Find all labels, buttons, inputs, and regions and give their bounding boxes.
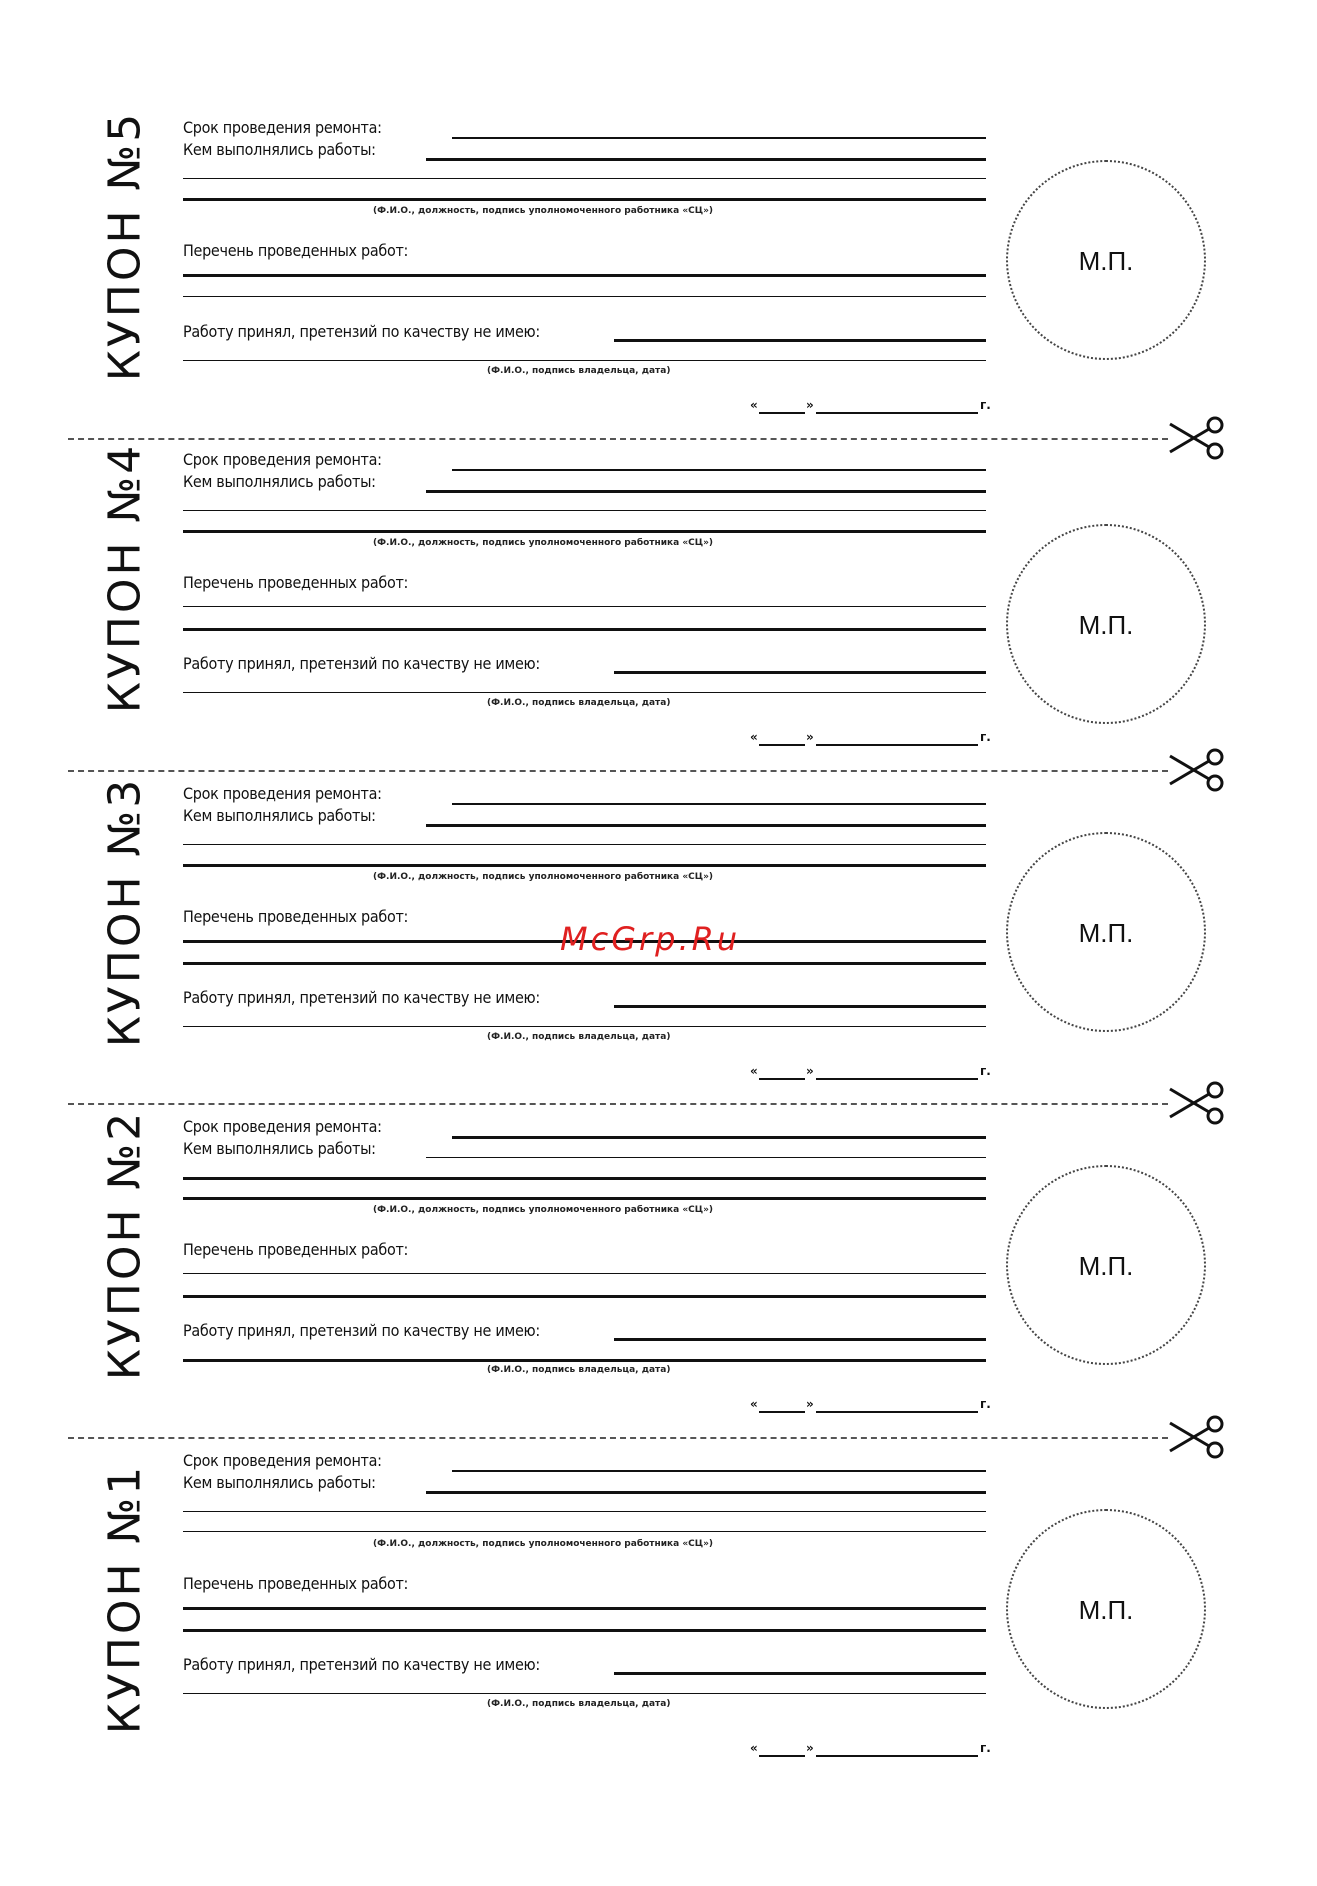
works-list-field[interactable] bbox=[183, 1607, 986, 1610]
performed-by-field[interactable] bbox=[426, 158, 986, 161]
accepted-label: Работу принял, претензий по качеству не имею: bbox=[183, 322, 540, 341]
performed-by-field-line-2[interactable] bbox=[183, 510, 986, 511]
date-day-line[interactable] bbox=[759, 412, 805, 414]
date-month-line[interactable] bbox=[816, 1411, 978, 1413]
owner-hint: (Ф.И.О., подпись владельца, дата) bbox=[487, 1365, 671, 1375]
repair-period-label: Срок проведения ремонта: bbox=[183, 118, 382, 137]
accepted-field[interactable] bbox=[614, 1338, 986, 1341]
staff-hint: (Ф.И.О., должность, подпись уполномоченного работника «СЦ») bbox=[373, 1205, 714, 1215]
works-list-field-line-2[interactable] bbox=[183, 296, 986, 297]
performed-by-field[interactable] bbox=[426, 490, 986, 493]
date-open-quote: « bbox=[750, 1064, 758, 1078]
owner-hint: (Ф.И.О., подпись владельца, дата) bbox=[487, 366, 671, 376]
coupon-title: КУПОН №2 bbox=[99, 1109, 151, 1381]
repair-period-label: Срок проведения ремонта: bbox=[183, 450, 382, 469]
owner-sign-field[interactable] bbox=[183, 1026, 986, 1027]
date-year-suffix: г. bbox=[980, 398, 991, 412]
accepted-field[interactable] bbox=[614, 339, 986, 342]
owner-sign-field[interactable] bbox=[183, 1693, 986, 1694]
performed-by-field-line-3[interactable] bbox=[183, 530, 986, 533]
performed-by-label: Кем выполнялись работы: bbox=[183, 1473, 376, 1492]
date-month-line[interactable] bbox=[816, 412, 978, 414]
date-close-quote: » bbox=[806, 1064, 814, 1078]
performed-by-field[interactable] bbox=[426, 1157, 986, 1158]
stamp-circle bbox=[1006, 160, 1206, 360]
stamp-label: М.П. bbox=[1078, 1251, 1134, 1281]
works-list-field[interactable] bbox=[183, 274, 986, 277]
works-list-label: Перечень проведенных работ: bbox=[183, 907, 409, 926]
owner-sign-field[interactable] bbox=[183, 360, 986, 361]
date-month-line[interactable] bbox=[816, 1078, 978, 1080]
performed-by-field-line-2[interactable] bbox=[183, 844, 986, 845]
date-field[interactable] bbox=[750, 730, 990, 748]
repair-period-label: Срок проведения ремонта: bbox=[183, 784, 382, 803]
accepted-label: Работу принял, претензий по качеству не имею: bbox=[183, 1321, 540, 1340]
performed-by-field-line-3[interactable] bbox=[183, 864, 986, 867]
works-list-field[interactable] bbox=[183, 1273, 986, 1274]
staff-hint: (Ф.И.О., должность, подпись уполномоченного работника «СЦ») bbox=[373, 1539, 714, 1549]
staff-hint: (Ф.И.О., должность, подпись уполномоченного работника «СЦ») bbox=[373, 538, 714, 548]
performed-by-label: Кем выполнялись работы: bbox=[183, 472, 376, 491]
date-close-quote: » bbox=[806, 1741, 814, 1755]
repair-period-field[interactable] bbox=[452, 137, 986, 139]
date-field[interactable] bbox=[750, 1064, 990, 1082]
owner-sign-field[interactable] bbox=[183, 692, 986, 693]
date-day-line[interactable] bbox=[759, 1078, 805, 1080]
coupon-title: КУПОН №1 bbox=[99, 1463, 151, 1735]
performed-by-field[interactable] bbox=[426, 1491, 986, 1494]
works-list-label: Перечень проведенных работ: bbox=[183, 1240, 409, 1259]
date-month-line[interactable] bbox=[816, 1755, 978, 1757]
staff-hint: (Ф.И.О., должность, подпись уполномоченного работника «СЦ») bbox=[373, 206, 714, 216]
date-field[interactable] bbox=[750, 1741, 990, 1759]
owner-hint: (Ф.И.О., подпись владельца, дата) bbox=[487, 1699, 671, 1709]
date-close-quote: » bbox=[806, 398, 814, 412]
date-open-quote: « bbox=[750, 1741, 758, 1755]
works-list-label: Перечень проведенных работ: bbox=[183, 1574, 409, 1593]
date-field[interactable] bbox=[750, 1397, 990, 1415]
date-open-quote: « bbox=[750, 730, 758, 744]
owner-hint: (Ф.И.О., подпись владельца, дата) bbox=[487, 698, 671, 708]
coupon-title: КУПОН №3 bbox=[99, 776, 151, 1048]
watermark: McGrp.Ru bbox=[560, 920, 741, 958]
date-year-suffix: г. bbox=[980, 1064, 991, 1078]
performed-by-field-line-2[interactable] bbox=[183, 1177, 986, 1180]
accepted-field[interactable] bbox=[614, 1672, 986, 1675]
owner-hint: (Ф.И.О., подпись владельца, дата) bbox=[487, 1032, 671, 1042]
stamp-circle bbox=[1006, 832, 1206, 1032]
date-open-quote: « bbox=[750, 398, 758, 412]
works-list-field[interactable] bbox=[183, 606, 986, 607]
performed-by-label: Кем выполнялись работы: bbox=[183, 1139, 376, 1158]
works-list-field-line-2[interactable] bbox=[183, 1629, 986, 1632]
repair-period-field[interactable] bbox=[452, 1136, 986, 1139]
date-month-line[interactable] bbox=[816, 744, 978, 746]
repair-period-field[interactable] bbox=[452, 803, 986, 805]
performed-by-field-line-2[interactable] bbox=[183, 178, 986, 179]
date-year-suffix: г. bbox=[980, 730, 991, 744]
date-day-line[interactable] bbox=[759, 744, 805, 746]
coupon-title: КУПОН №4 bbox=[99, 442, 151, 714]
works-list-label: Перечень проведенных работ: bbox=[183, 573, 409, 592]
works-list-label: Перечень проведенных работ: bbox=[183, 241, 409, 260]
owner-sign-field[interactable] bbox=[183, 1359, 986, 1362]
performed-by-field-line-3[interactable] bbox=[183, 1197, 986, 1200]
stamp-label: М.П. bbox=[1078, 1595, 1134, 1625]
stamp-label: М.П. bbox=[1078, 246, 1134, 276]
date-year-suffix: г. bbox=[980, 1397, 991, 1411]
coupon-1 bbox=[0, 1439, 1317, 1771]
staff-hint: (Ф.И.О., должность, подпись уполномоченного работника «СЦ») bbox=[373, 872, 714, 882]
stamp-circle bbox=[1006, 1509, 1206, 1709]
performed-by-field[interactable] bbox=[426, 824, 986, 827]
repair-period-label: Срок проведения ремонта: bbox=[183, 1451, 382, 1470]
accepted-field[interactable] bbox=[614, 671, 986, 674]
coupon-title: КУПОН №5 bbox=[99, 110, 151, 382]
date-open-quote: « bbox=[750, 1397, 758, 1411]
works-list-field-line-2[interactable] bbox=[183, 962, 986, 965]
stamp-circle bbox=[1006, 1165, 1206, 1365]
date-close-quote: » bbox=[806, 1397, 814, 1411]
performed-by-field-line-3[interactable] bbox=[183, 198, 986, 201]
works-list-field-line-2[interactable] bbox=[183, 1295, 986, 1298]
date-year-suffix: г. bbox=[980, 1741, 991, 1755]
repair-period-field[interactable] bbox=[452, 469, 986, 471]
accepted-field[interactable] bbox=[614, 1005, 986, 1008]
repair-period-label: Срок проведения ремонта: bbox=[183, 1117, 382, 1136]
accepted-label: Работу принял, претензий по качеству не имею: bbox=[183, 654, 540, 673]
date-field[interactable] bbox=[750, 398, 990, 416]
repair-period-field[interactable] bbox=[452, 1470, 986, 1472]
coupon-4 bbox=[0, 438, 1317, 770]
stamp-label: М.П. bbox=[1078, 610, 1134, 640]
stamp-circle bbox=[1006, 524, 1206, 724]
coupon-2 bbox=[0, 1105, 1317, 1437]
date-day-line[interactable] bbox=[759, 1755, 805, 1757]
accepted-label: Работу принял, претензий по качеству не имею: bbox=[183, 1655, 540, 1674]
stamp-label: М.П. bbox=[1078, 918, 1134, 948]
performed-by-label: Кем выполнялись работы: bbox=[183, 140, 376, 159]
performed-by-field-line-3[interactable] bbox=[183, 1531, 986, 1532]
date-day-line[interactable] bbox=[759, 1411, 805, 1413]
performed-by-label: Кем выполнялись работы: bbox=[183, 806, 376, 825]
performed-by-field-line-2[interactable] bbox=[183, 1511, 986, 1512]
accepted-label: Работу принял, претензий по качеству не имею: bbox=[183, 988, 540, 1007]
date-close-quote: » bbox=[806, 730, 814, 744]
coupon-5 bbox=[0, 106, 1317, 438]
works-list-field-line-2[interactable] bbox=[183, 628, 986, 631]
